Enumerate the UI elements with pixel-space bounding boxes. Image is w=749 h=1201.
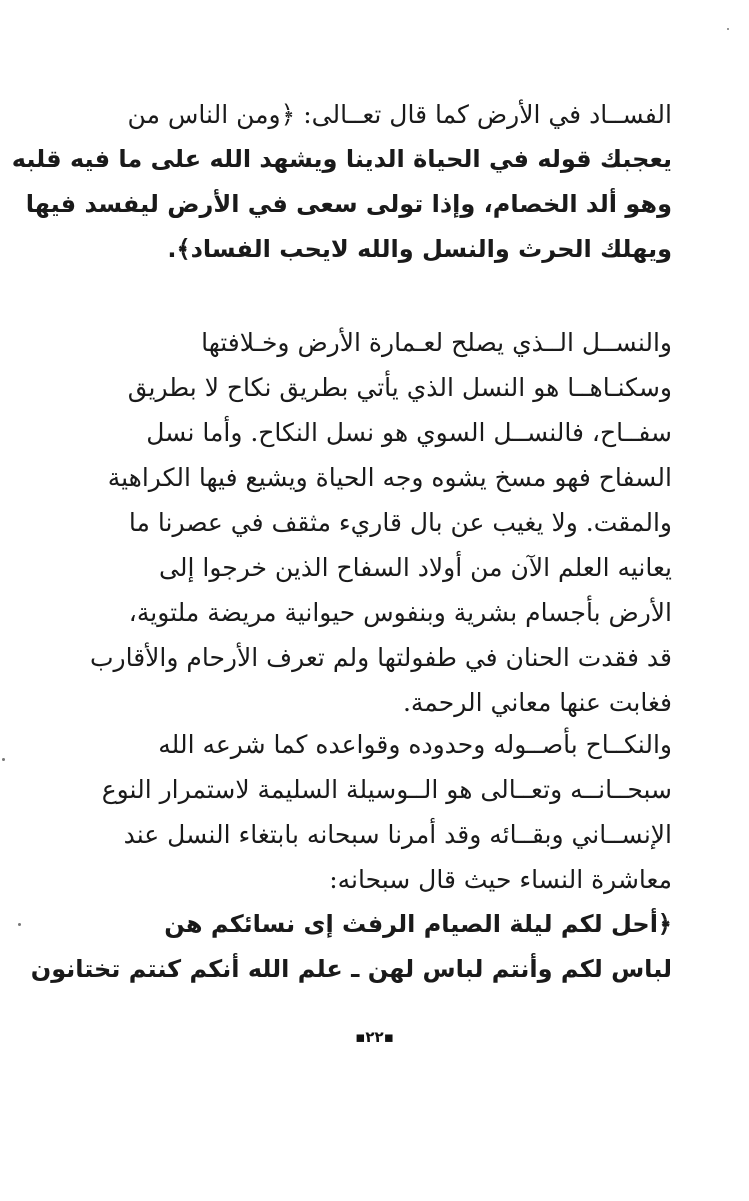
text-line: والنكــاح بأصــوله وحدوده وقواعده كما شرعه الله [158, 730, 672, 759]
text-line: وسكنـاهــا هو النسل الذي يأتي بطريق نكاح لا بطريق [127, 373, 672, 402]
paragraph-marriage [100, 722, 672, 902]
text-line: ويهلك الحرث والنسل والله لايحب الفساد﴾. [167, 235, 672, 263]
scan-speck [2, 758, 5, 761]
text-line: يعانيه العلم الآن من أولاد السفاح الذين خرجوا إلى [159, 553, 672, 582]
text-line: الأرض بأجسام بشرية وبنفوس حيوانية مريضة ملتوية، [128, 598, 672, 627]
scan-speck [727, 28, 729, 30]
paragraph-lineage [89, 320, 672, 725]
scan-speck [18, 923, 21, 926]
text-line: يعجبك قوله في الحياة الدينا ويشهد الله على ما فيه قلبه [11, 145, 672, 173]
text-line: الإنســاني وبقــائه وقد أمرنا سبحانه بابتغاء النسل عند [123, 820, 672, 849]
paragraph-quran-verse-corruption [11, 92, 672, 272]
text-line: فغابت عنها معاني الرحمة. [402, 688, 672, 717]
text-line: الفســاد في الأرض كما قال تعــالى: ﴿ومن الناس من [127, 100, 672, 129]
page-number: ▪٢٢▪ [355, 1028, 394, 1046]
text-line: وهو ألد الخصام، وإذا تولى سعى في الأرض ليفسد فيها [25, 190, 672, 218]
text-line: لباس لكم وأنتم لباس لهن ـ علم الله أنكم كنتم تختانون [30, 955, 672, 983]
paragraph-quran-verse-fasting [30, 902, 672, 992]
text-line: سبحــانــه وتعــالى هو الــوسيلة السليمة لاستمرار النوع [101, 775, 672, 804]
text-line: قد فقدت الحنان في طفولتها ولم تعرف الأرحام والأقارب [89, 643, 672, 672]
text-line: والنســل الــذي يصلح لعـمارة الأرض وخـلافتها [201, 328, 672, 357]
text-line: معاشرة النساء حيث قال سبحانه: [329, 865, 672, 894]
text-line: سفــاح، فالنســل السوي هو نسل النكاح. وأما نسل [146, 418, 672, 447]
text-line: السفاح فهو مسخ يشوه وجه الحياة ويشيع فيها الكراهية [107, 463, 672, 492]
text-line: والمقت. ولا يغيب عن بال قاريء مثقف في عصرنا ما [128, 508, 672, 537]
text-line: ﴿أحل لكم ليلة الصيام الرفث إى نسائكم هن [164, 910, 672, 938]
